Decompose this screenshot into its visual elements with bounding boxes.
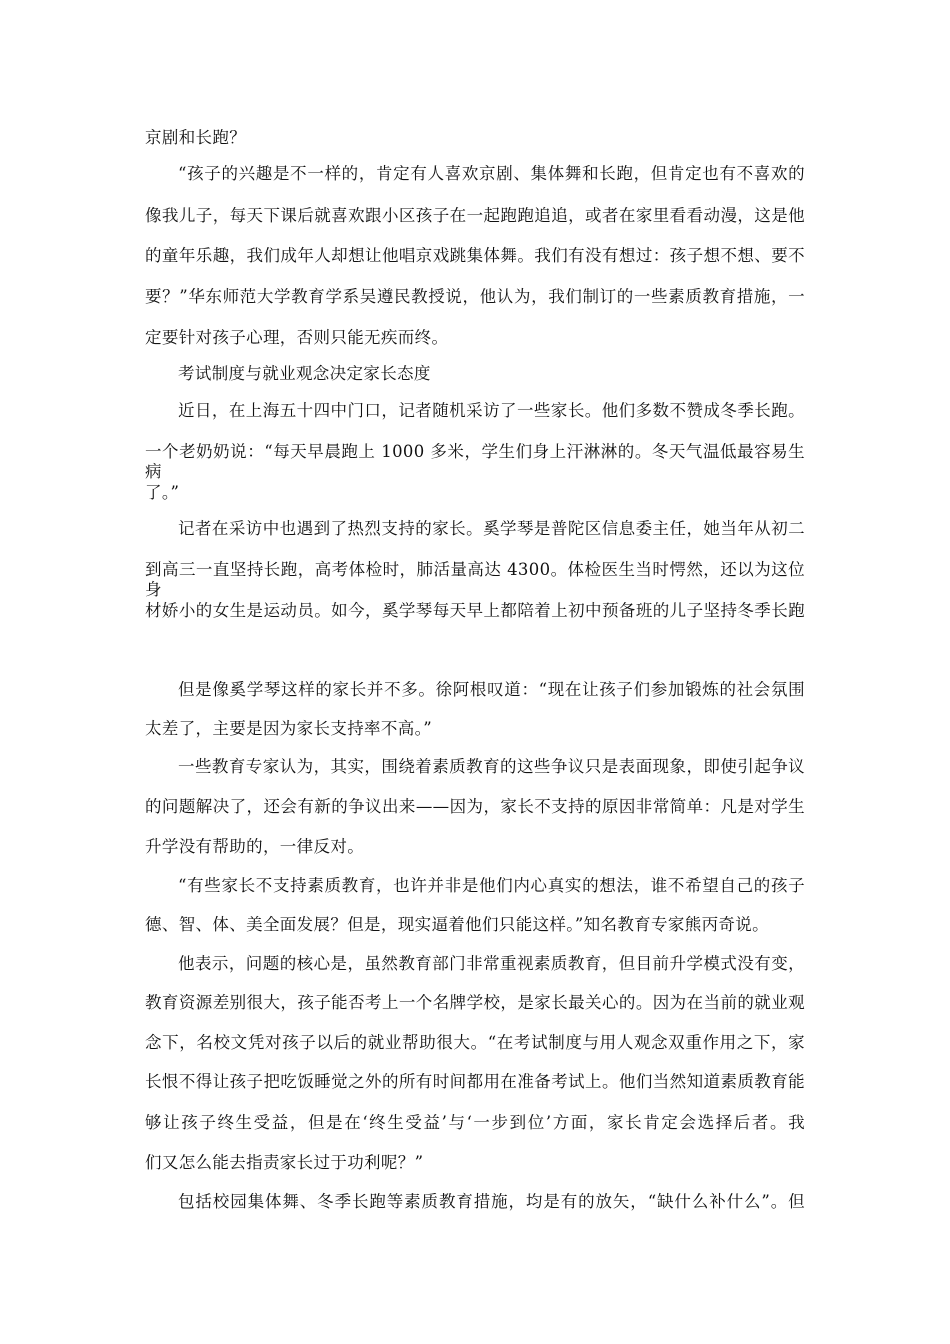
text-line: 了。”: [145, 483, 180, 502]
text-line: 念下，名校文凭对孩子以后的就业帮助很大。“在考试制度与用人观念双重作用之下，家: [145, 1033, 805, 1052]
text-line: “孩子的兴趣是不一样的，肯定有人喜欢京剧、集体舞和长跑，但肯定也有不喜欢的: [178, 164, 805, 183]
text-line: 到高三一直坚持长跑，高考体检时，肺活量高达 4300。体检医生当时愕然，还以为这位身: [145, 560, 805, 599]
text-line: “有些家长不支持素质教育，也许并非是他们内心真实的想法，谁不希望自己的孩子: [178, 876, 805, 895]
text-line: 他表示，问题的核心是，虽然教育部门非常重视素质教育，但目前升学模式没有变，: [178, 954, 805, 973]
text-line: 要？”华东师范大学教育学系吴遵民教授说，他认为，我们制订的一些素质教育措施，一: [145, 287, 805, 306]
text-line: 长恨不得让孩子把吃饭睡觉之外的所有时间都用在准备考试上。他们当然知道素质教育能: [145, 1072, 805, 1091]
text-line: 京剧和长跑？: [145, 128, 247, 147]
text-line: 的童年乐趣，我们成年人却想让他唱京戏跳集体舞。我们有没有想过：孩子想不想、要不: [145, 246, 805, 265]
text-line: 材娇小的女生是运动员。如今，奚学琴每天早上都陪着上初中预备班的儿子坚持冬季长跑: [145, 601, 805, 620]
text-line: 一些教育专家认为，其实，围绕着素质教育的这些争议只是表面现象，即使引起争议: [178, 757, 805, 776]
section-heading: 考试制度与就业观念决定家长态度: [178, 364, 431, 383]
text-line: 包括校园集体舞、冬季长跑等素质教育措施，均是有的放矢，“缺什么补什么”。但: [178, 1192, 805, 1211]
text-line: 一个老奶奶说：“每天早晨跑上 1000 多米，学生们身上汗淋淋的。冬天气温低最容易生病: [145, 442, 805, 481]
text-line: 升学没有帮助的，一律反对。: [145, 837, 365, 856]
text-line: 的问题解决了，还会有新的争议出来——因为，家长不支持的原因非常简单：凡是对学生: [145, 797, 805, 816]
text-line: 教育资源差别很大，孩子能否考上一个名牌学校，是家长最关心的。因为在当前的就业观: [145, 993, 805, 1012]
text-line: 们又怎么能去指责家长过于功利呢？”: [145, 1153, 424, 1172]
text-line: 记者在采访中也遇到了热烈支持的家长。奚学琴是普陀区信息委主任，她当年从初二: [178, 519, 805, 538]
text-line: 像我儿子，每天下课后就喜欢跟小区孩子在一起跑跑追追，或者在家里看看动漫，这是他: [145, 206, 805, 225]
text-line: 德、智、体、美全面发展？但是，现实逼着他们只能这样。”知名教育专家熊丙奇说。: [145, 915, 769, 934]
text-line: 近日，在上海五十四中门口，记者随机采访了一些家长。他们多数不赞成冬季长跑。: [178, 401, 805, 420]
text-line: 定要针对孩子心理，否则只能无疾而终。: [145, 328, 449, 347]
text-line: 够让孩子终生受益，但是在‘终生受益’与‘一步到位’方面，家长肯定会选择后者。我: [145, 1113, 805, 1132]
text-line: 太差了，主要是因为家长支持率不高。”: [145, 719, 432, 738]
text-line: 但是像奚学琴这样的家长并不多。徐阿根叹道：“现在让孩子们参加锻炼的社会氛围: [178, 680, 805, 699]
